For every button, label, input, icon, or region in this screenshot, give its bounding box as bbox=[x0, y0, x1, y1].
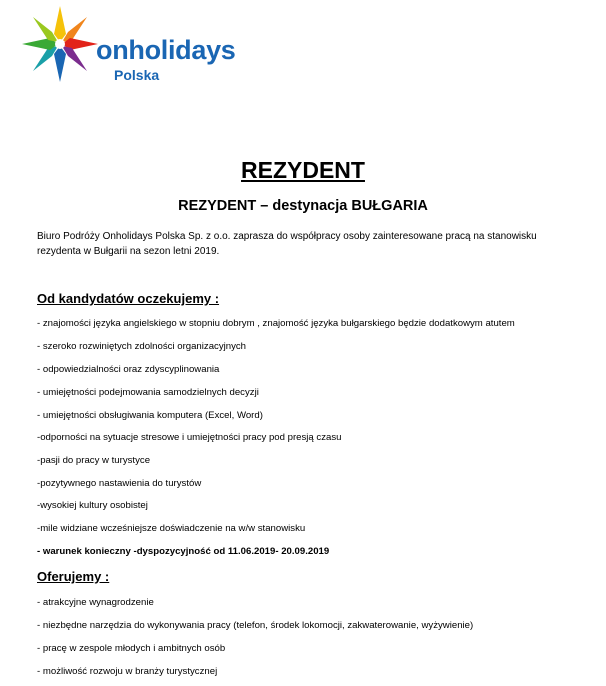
page-subtitle: REZYDENT – destynacja BUŁGARIA bbox=[178, 198, 428, 214]
offer-item: - pracę w zespole młodych i ambitnych osób bbox=[37, 643, 226, 654]
star-logo-icon bbox=[20, 4, 100, 84]
requirement-item: -mile widziane wcześniejsze doświadczenie na w/w stanowisku bbox=[37, 523, 306, 534]
requirement-item: -pozytywnego nastawienia do turystów bbox=[37, 478, 202, 489]
requirement-item: - umiejętności podejmowania samodzielnych decyzji bbox=[37, 387, 259, 398]
requirement-item: - szeroko rozwiniętych zdolności organizacyjnych bbox=[37, 341, 247, 352]
offer-heading: Oferujemy : bbox=[37, 569, 110, 584]
requirement-item: -odporności na sytuacje stresowe i umiejętności pracy pod presją czasu bbox=[37, 432, 342, 443]
offer-item: - niezbędne narzędzia do wykonywania pracy (telefon, środek lokomocji, zakwaterowanie, wyżywienie) bbox=[37, 620, 474, 631]
brand-name: onholidays bbox=[96, 35, 236, 65]
requirements-heading: Od kandydatów oczekujemy : bbox=[37, 291, 220, 306]
requirement-item: - umiejętności obsługiwania komputera (Excel, Word) bbox=[37, 410, 263, 421]
intro-paragraph: Biuro Podróży Onholidays Polska Sp. z o.o. zaprasza do współpracy osoby zainteresowane pracą na stanowisku rezydenta w Bułgarii na sezon letni 2019. bbox=[37, 231, 537, 257]
requirement-item: -wysokiej kultury osobistej bbox=[37, 500, 148, 511]
requirement-item: - odpowiedzialności oraz zdyscyplinowania bbox=[37, 364, 220, 375]
page-title: REZYDENT bbox=[241, 157, 365, 183]
requirement-item: -pasji do pracy w turystyce bbox=[37, 455, 151, 466]
requirement-item: - znajomości języka angielskiego w stopniu dobrym , znajomość języka bułgarskiego będzie dodatkowym atutem bbox=[37, 318, 515, 329]
offer-item: - atrakcyjne wynagrodzenie bbox=[37, 597, 154, 608]
brand-subtitle: Polska bbox=[114, 67, 160, 83]
offer-item: - możliwość rozwoju w branży turystycznej bbox=[37, 666, 218, 677]
requirement-item-condition: - warunek konieczny -dyspozycyjność od 11.06.2019- 20.09.2019 bbox=[37, 546, 330, 557]
